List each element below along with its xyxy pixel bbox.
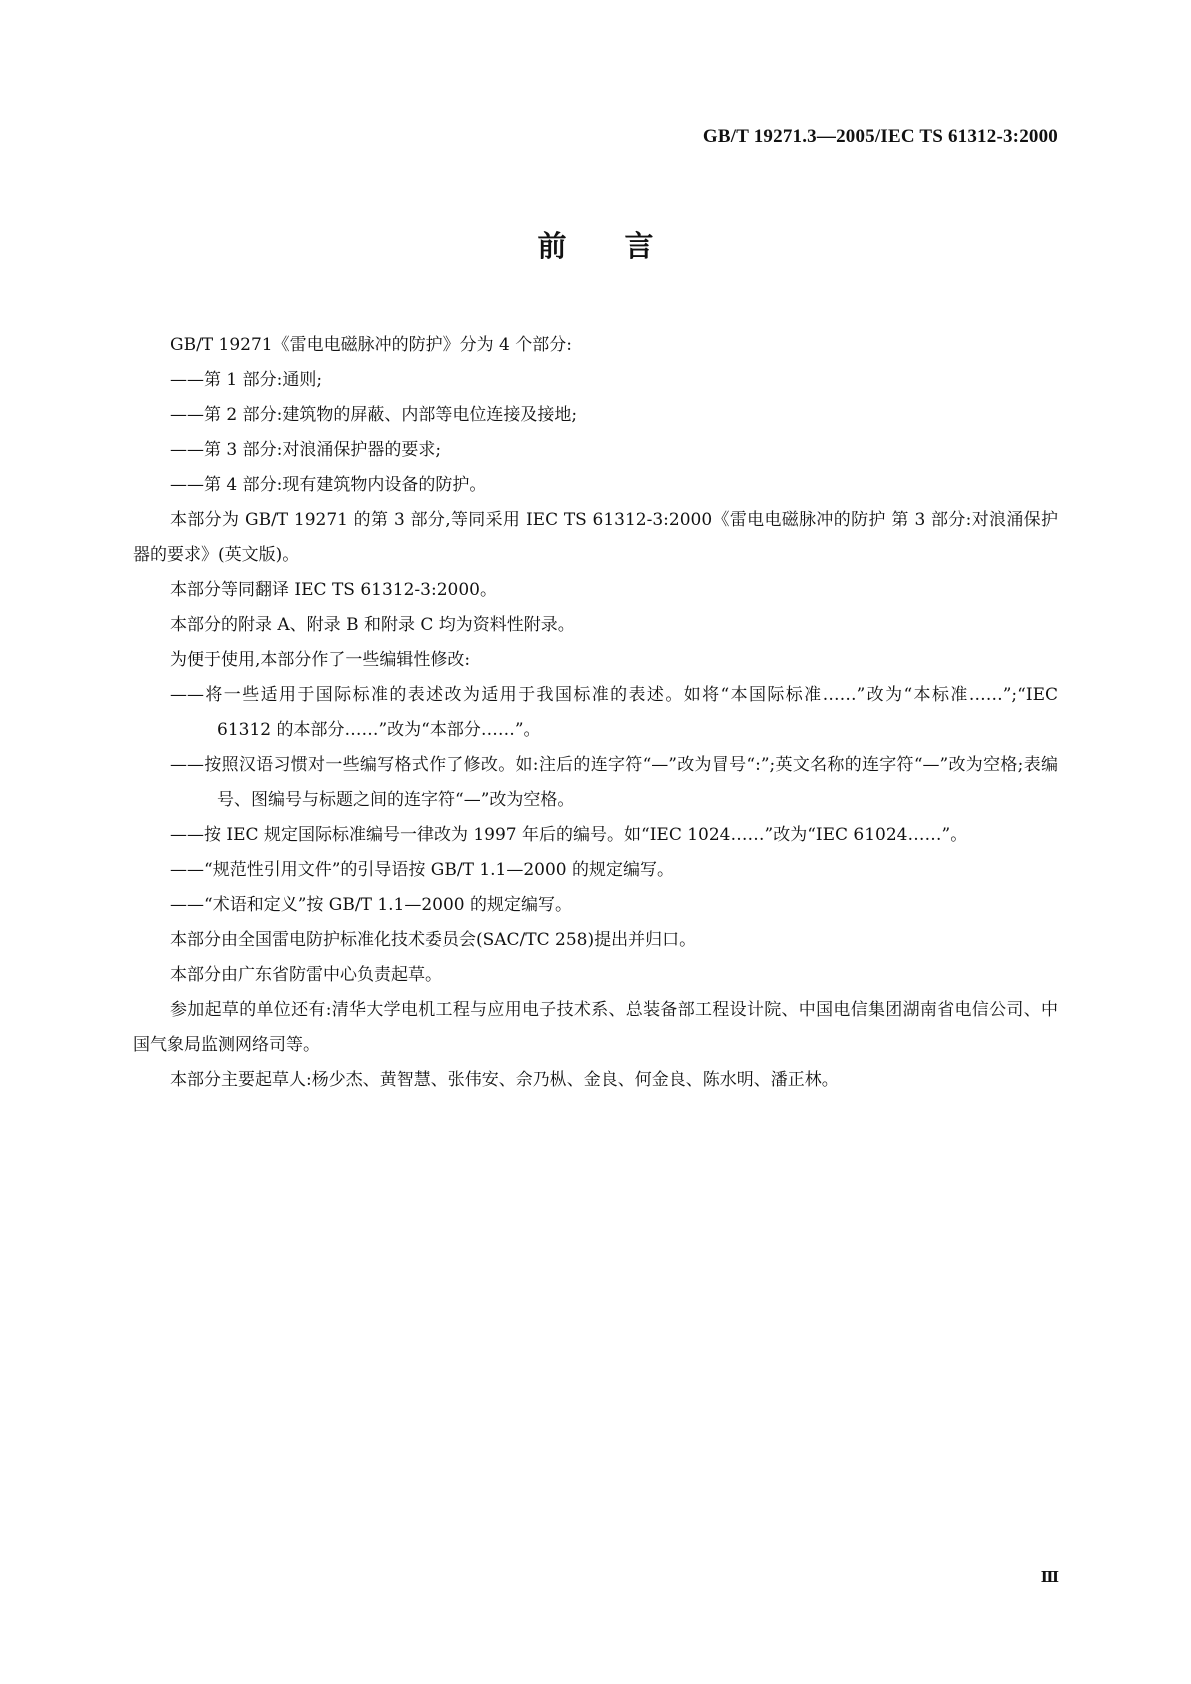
paragraph: 本部分由全国雷电防护标准化技术委员会(SAC/TC 258)提出并归口。 [170,930,697,950]
standard-code-header: GB/T 19271.3—2005/IEC TS 61312-3:2000 [702,126,1058,147]
paragraph: 参加起草的单位还有:清华大学电机工程与应用电子技术系、总装备部工程设计院、中国电信集团湖南省电信公司、中国气象局监测网络司等。 [133,1000,1058,1055]
paragraph: 本部分主要起草人:杨少杰、黄智慧、张伟安、佘乃枞、金良、何金良、陈水明、潘正林。 [170,1070,839,1090]
paragraph: 本部分等同翻译 IEC TS 61312-3:2000。 [170,580,497,600]
page-number: Ⅲ [1040,1570,1058,1586]
list-item: ——按 IEC 规定国际标准编号一律改为 1997 年后的编号。如“IEC 1024……”改为“IEC 61024……”。 [170,825,968,845]
paragraph: 本部分的附录 A、附录 B 和附录 C 均为资料性附录。 [170,615,575,635]
paragraph: 本部分由广东省防雷中心负责起草。 [170,965,442,985]
list-item: ——“规范性引用文件”的引导语按 GB/T 1.1—2000 的规定编写。 [170,860,675,880]
list-item: ——按照汉语习惯对一些编写格式作了修改。如:注后的连字符“—”改为冒号“:”;英文名称的连字符“—”改为空格;表编号、图编号与标题之间的连字符“—”改为空格。 [170,755,1058,810]
list-item: ——第 2 部分:建筑物的屏蔽、内部等电位连接及接地; [170,405,578,425]
foreword-body [133,328,1058,1098]
paragraph: 本部分为 GB/T 19271 的第 3 部分,等同采用 IEC TS 61312-3:2000《雷电电磁脉冲的防护 第 3 部分:对浪涌保护器的要求》(英文版)。 [133,510,1058,565]
list-item: ——第 3 部分:对浪涌保护器的要求; [170,440,442,460]
list-item: ——“术语和定义”按 GB/T 1.1—2000 的规定编写。 [170,895,573,915]
list-item: ——第 1 部分:通则; [170,370,323,390]
paragraph: 为便于使用,本部分作了一些编辑性修改: [170,650,471,670]
paragraph: GB/T 19271《雷电电磁脉冲的防护》分为 4 个部分: [170,335,572,355]
page-title: 前言 [537,229,712,263]
list-item: ——将一些适用于国际标准的表述改为适用于我国标准的表述。如将“本国际标准……”改为“本标准……”;“IEC 61312 的本部分……”改为“本部分……”。 [170,685,1058,740]
list-item: ——第 4 部分:现有建筑物内设备的防护。 [170,475,487,495]
